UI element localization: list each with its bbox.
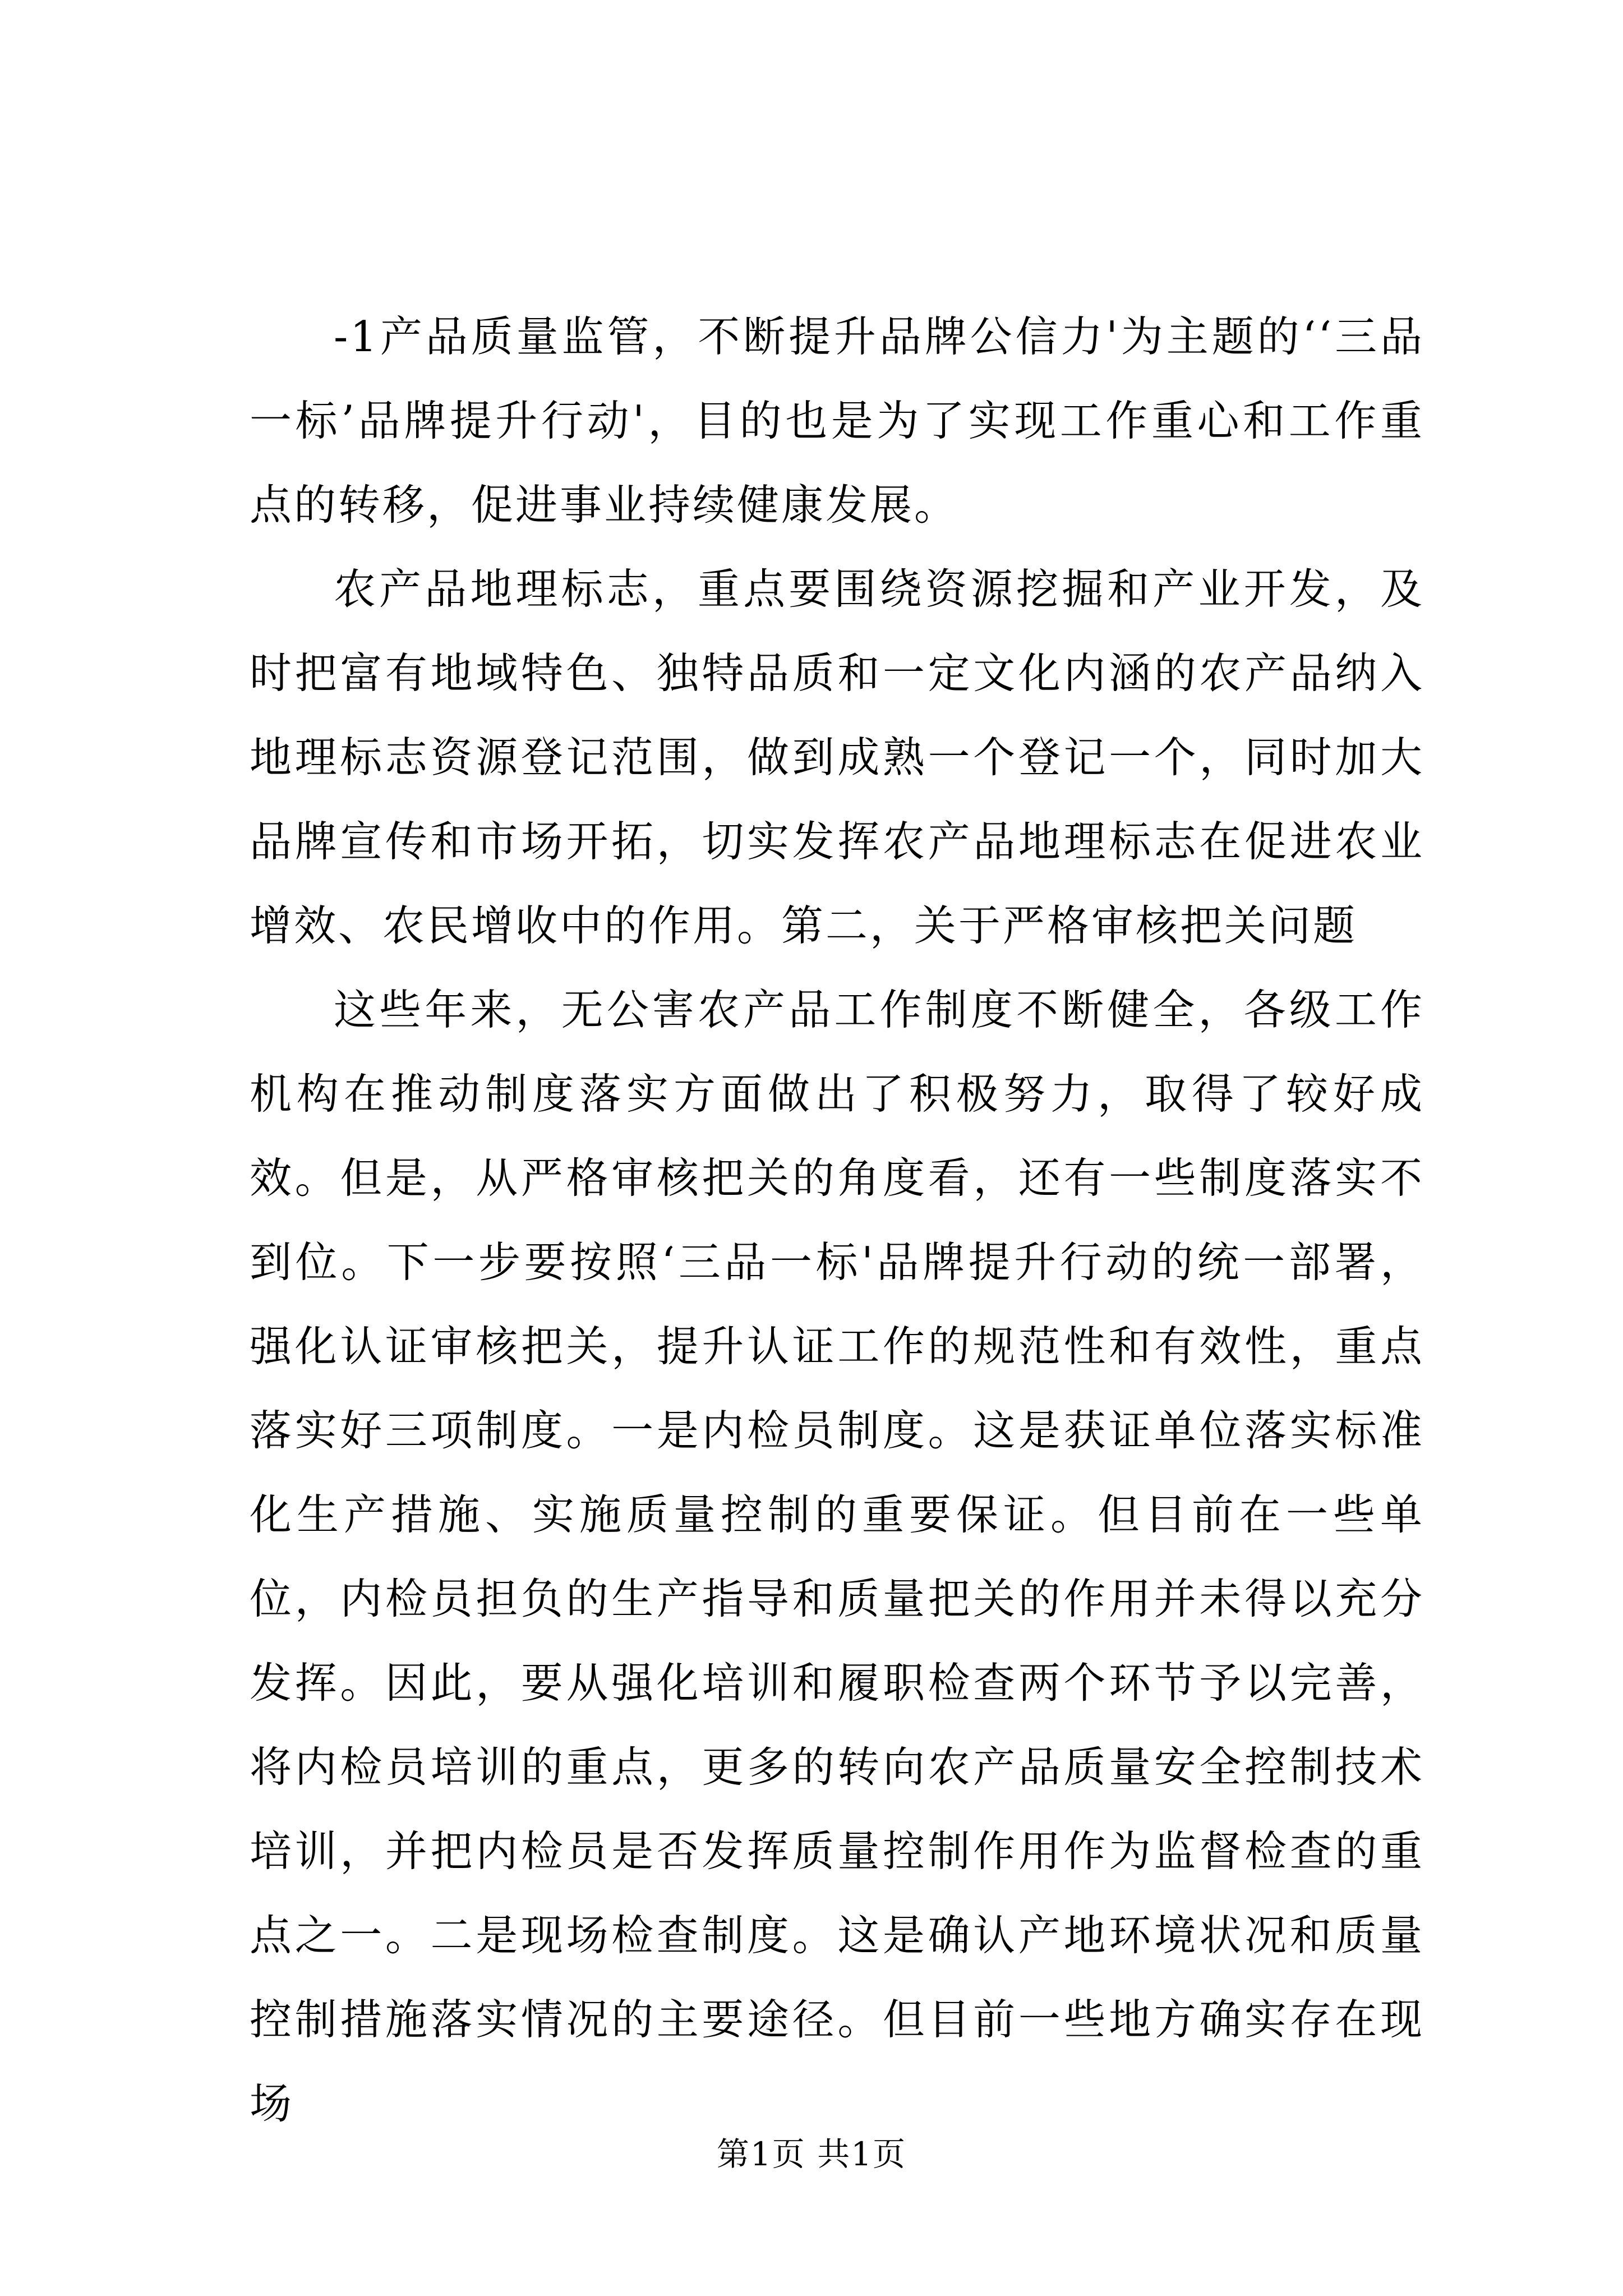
paragraph-2: 农产品地理标志，重点要围绕资源挖掘和产业开发，及时把富有地域特色、独特品质和一定文化内涵的农产品纳入地理标志资源登记范围，做到成熟一个登记一个，同时加大品牌宣传和市场开拓，切实发挥农产品地理标志在促进农业增效、农民增收中的作用。第二，关于严格审核把关问题 xyxy=(250,564,1424,950)
paragraph-3: 这些年来，无公害农产品工作制度不断健全，各级工作机构在推动制度落实方面做出了积极努力，取得了较好成效。但是，从严格审核把关的角度看，还有一些制度落实不到位。下一步要按照‘三品一标'品牌提升行动的统一部署，强化认证审核把关，提升认证工作的规范性和有效性，重点落实好三项制度。一是内检员制度。这是获证单位落实标准化生产措施、实施质量控制的重要保证。但目前在一些单位，内检员担负的生产指导和质量把关的作用并未得以充分发挥。因此，要从强化培训和履职检查两个环节予以完善，将内检员培训的重点，更多的转向农产品质量安全控制技术培训，并把内检员是否发挥质量控制作用作为监督检查的重点之一。二是现场检查制度。这是确认产地环境状况和质量控制措施落实情况的主要途径。但目前一些地方确实存在现场 xyxy=(250,985,1424,2128)
paragraph-1: -1产品质量监管，不断提升品牌公信力'为主题的‘‘三品一标’品牌提升行动'，目的也是为了实现工作重心和工作重点的转移，促进事业持续健康发展。 xyxy=(250,312,1424,530)
document-body xyxy=(250,295,1424,2146)
page-footer: 第1页 共1页 xyxy=(716,2135,907,2173)
